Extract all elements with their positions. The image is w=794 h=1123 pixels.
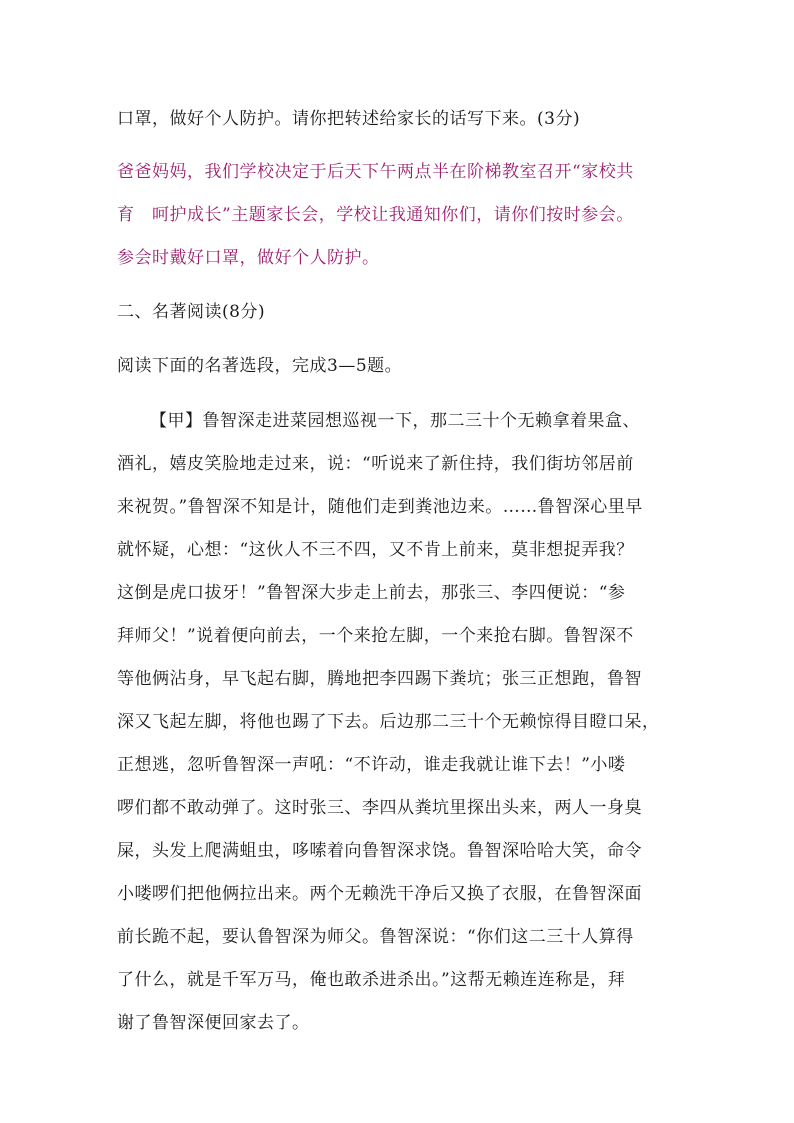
section-heading: 二、名著阅读(8分) xyxy=(117,302,266,322)
passage-line-1: 【甲】鲁智深走进菜园想巡视一下，那二三十个无赖拿着果盒、 xyxy=(150,411,640,431)
passage-line-9: 正想逃，忽听鲁智深一声吼：“不许动，谁走我就让谁下去！”小喽 xyxy=(117,755,626,775)
passage-line-14: 了什么，就是千军万马，俺也敢杀进杀出。”这帮无赖连连称是，拜 xyxy=(117,970,626,990)
passage-line-12: 小喽啰们把他俩拉出来。两个无赖洗干净后又换了衣服，在鲁智深面 xyxy=(117,884,642,904)
passage-line-3: 来祝贺。”鲁智深不知是计，随他们走到粪池边来。……鲁智深心里早 xyxy=(117,497,643,517)
passage-line-2: 酒礼，嬉皮笑脸地走过来，说：“听说来了新住持，我们街坊邻居前 xyxy=(117,454,634,474)
passage-line-6: 拜师父！”说着便向前去，一个来抢左脚，一个来抢右脚。鲁智深不 xyxy=(117,626,634,646)
answer-line-3: 参会时戴好口罩，做好个人防护。 xyxy=(117,248,380,268)
passage-line-4: 就怀疑，心想：“这伙人不三不四，又不肯上前来，莫非想捉弄我？ xyxy=(117,540,634,560)
question-tail: 口罩，做好个人防护。请你把转述给家长的话写下来。(3分) xyxy=(117,109,581,129)
instruction-text: 阅读下面的名著选段，完成3—5题。 xyxy=(117,356,403,376)
passage-line-8: 深又飞起左脚，将他也踢了下去。后边那二三十个无赖惊得目瞪口呆， xyxy=(117,712,660,732)
passage-line-15: 谢了鲁智深便回家去了。 xyxy=(117,1013,310,1033)
passage-line-10: 啰们都不敢动弹了。这时张三、李四从粪坑里探出头来，两人一身臭 xyxy=(117,798,642,818)
answer-line-2: 育 呵护成长”主题家长会，学校让我通知你们，请你们按时参会。 xyxy=(117,205,634,225)
passage-line-5: 这倒是虎口拔牙！”鲁智深大步走上前去，那张三、李四便说：“参 xyxy=(117,583,626,603)
passage-line-13: 前长跪不起，要认鲁智深为师父。鲁智深说：“你们这二三十人算得 xyxy=(117,927,634,947)
passage-line-7: 等他俩沾身，早飞起右脚，腾地把李四踢下粪坑；张三正想跑，鲁智 xyxy=(117,669,642,689)
passage-line-11: 屎，头发上爬满蛆虫，哆嗦着向鲁智深求饶。鲁智深哈哈大笑，命令 xyxy=(117,841,642,861)
answer-line-1: 爸爸妈妈，我们学校决定于后天下午两点半在阶梯教室召开“家校共 xyxy=(117,162,634,182)
